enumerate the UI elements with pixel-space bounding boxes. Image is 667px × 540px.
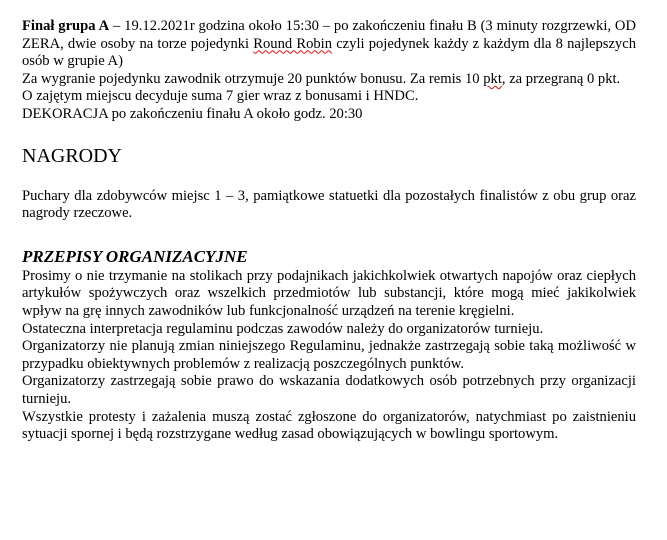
final-a-title: Finał grupa A <box>22 18 110 34</box>
przepisy-paragraph-3: Organizatorzy nie planują zmian niniejszego Regulaminu, jednakże zastrzegają sobie taką możliwość w przypadku obiektywnych problemów z realizacją poszczególnych punktów. <box>22 338 636 372</box>
nagrody-paragraph: Puchary dla zdobywców miejsc 1 – 3, pamiątkowe statuetki dla pozostałych finalistów z obu grup oraz nagrody rzeczowe. <box>22 187 636 222</box>
bonus-text-2: , za przegraną 0 pkt. <box>501 70 621 87</box>
bonus-paragraph <box>22 71 636 89</box>
final-a-paragraph <box>22 18 636 71</box>
nagrody-heading: NAGRODY <box>22 144 122 167</box>
final-a-text-2: czyli pojedynek każdy z każdym dla 8 najlepszych osób w grupie A) <box>22 35 637 70</box>
document-page <box>22 18 636 444</box>
przepisy-paragraph-1: Prosimy o nie trzymanie na stolikach przy podajnikach jakichkolwiek otwartych napojów oraz ciepłych artykułów spożywczych oraz wszelkich przedmiotów lub substancji, które mogą mieć jakikolwiek wpływ na grę innych zawodników lub funkcjonalność urządzeń na terenie kręgielni. <box>22 267 636 319</box>
przepisy-heading: PRZEPISY ORGANIZACYJNE <box>22 246 248 266</box>
bonus-text-1: Za wygranie pojedynku zawodnik otrzymuje 20 punktów bonusu. Za remis 10 <box>22 70 484 87</box>
przepisy-paragraph-2: Ostateczna interpretacja regulaminu podczas zawodów należy do organizatorów turnieju. <box>22 320 544 337</box>
final-a-text-1: – 19.12.2021r godzina około 15:30 – po zakończeniu finału B (3 minuty rozgrzewki, OD ZERA, dwie osoby na torze pojedynki <box>22 18 636 52</box>
decoration-paragraph: DEKORACJA po zakończeniu finału A około godz. 20:30 <box>22 105 363 122</box>
przepisy-paragraph-4: Organizatorzy zastrzegają sobie prawo do wskazania dodatkowych osób potrzebnych przy organizacji turnieju. <box>22 373 636 407</box>
round-robin-term: Round Robin <box>253 35 333 52</box>
place-paragraph: O zajętym miejscu decyduje suma 7 gier wraz z bonusami i HNDC. <box>22 88 419 105</box>
pkt-term: pkt <box>483 70 502 87</box>
przepisy-paragraph-5: Wszystkie protesty i zażalenia muszą zostać zgłoszone do organizatorów, natychmiast po zaistnieniu sytuacji spornej i będą rozstrzygane według zasad obowiązujących w bowlingu sportowym. <box>22 408 636 443</box>
